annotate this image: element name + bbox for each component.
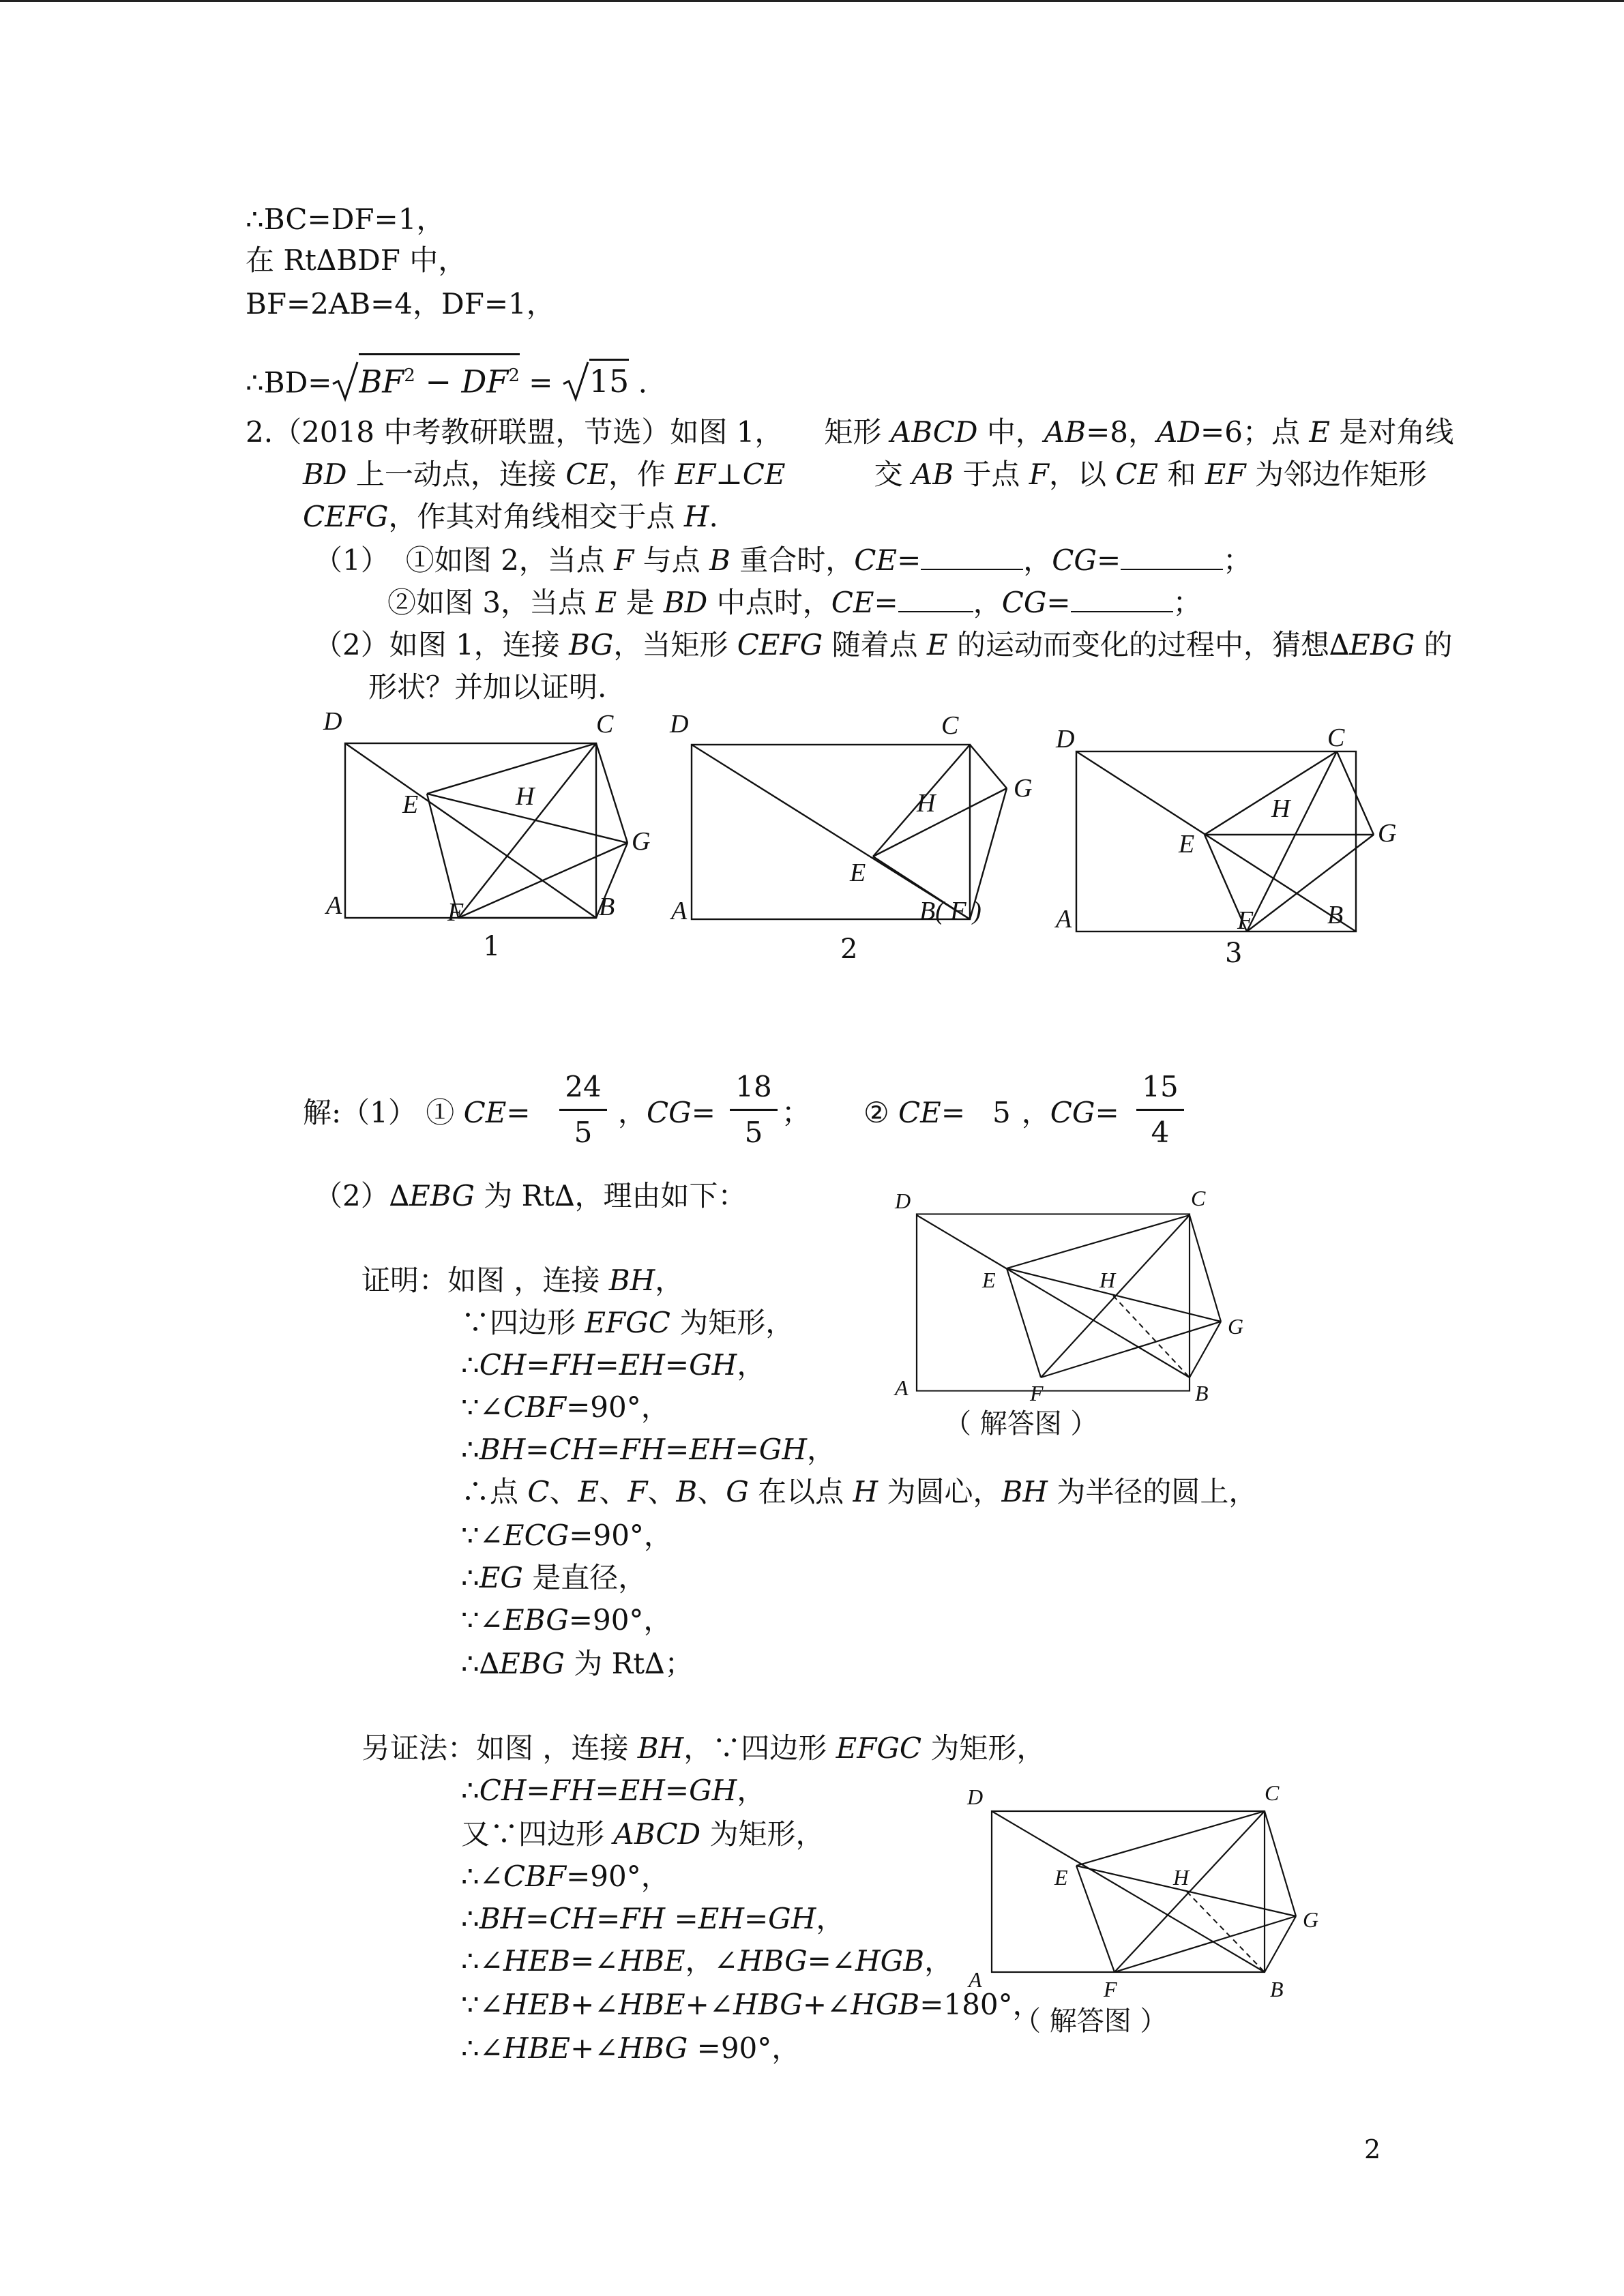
q2-part2-cont: 形状？并加以证明. — [368, 670, 607, 704]
label-D: D — [670, 710, 689, 739]
proof-line8: ∴EG 是直径， — [461, 1561, 647, 1594]
label-H: H — [1099, 1268, 1116, 1292]
label-H: H — [1271, 794, 1290, 823]
answer-figure-2 — [962, 1773, 1330, 2008]
alt-proof-line3: 又∵四边形 ABCD 为矩形， — [461, 1817, 825, 1851]
label-E: E — [850, 859, 866, 887]
fraction-ce: 24 5 — [559, 1071, 607, 1149]
line-rt-bdf: 在 Rt∆BDF 中， — [246, 243, 467, 277]
solution-part1: 解:（1） ① CE= — [303, 1096, 531, 1129]
label-C: C — [1191, 1186, 1206, 1210]
answer-figure-1-diagram — [887, 1180, 1269, 1405]
q2-part1-1: （1） ①如图 2，当点 F 与点 B 重合时，CE= ，CG= ； — [314, 543, 1252, 577]
sqrt-expression: $BF^2 - DF^2$ — [331, 353, 519, 402]
label-A: A — [326, 891, 342, 920]
answer-blank[interactable] — [921, 547, 1023, 570]
label-H: H — [917, 789, 936, 818]
label-G: G — [632, 827, 651, 856]
solution-cg1: ，CG= — [618, 1096, 715, 1129]
alt-proof-line6: ∴∠HEB=∠HBE，∠HBG=∠HGB， — [461, 1944, 954, 1978]
q2-part2: （2）如图 1，连接 BG，当矩形 CEFG 随着点 E 的运动而变化的过程中，猜想∆EBG 的 — [314, 628, 1453, 661]
proof-line7: ∵∠ECG=90°， — [461, 1519, 673, 1552]
solution-part1-2: ② CE= 5 ，CG= — [863, 1096, 1119, 1129]
line-bf-df: BF=2AB=4，DF=1， — [246, 287, 555, 320]
label-G: G — [1014, 774, 1033, 803]
label-G: G — [1303, 1907, 1319, 1932]
proof-line5: ∴BH=CH=FH=EH=GH， — [461, 1433, 836, 1466]
figure-2 — [666, 709, 1048, 937]
page-number: 2 — [1364, 2134, 1381, 2164]
label-D: D — [895, 1189, 911, 1213]
answer-figure-1-caption: （ 解答图 ） — [944, 1408, 1098, 1440]
label-D: D — [967, 1785, 984, 1809]
label-D: D — [323, 707, 342, 736]
label-F: F — [1030, 1381, 1044, 1405]
radical-sign-icon — [562, 361, 589, 402]
label-C: C — [1327, 724, 1345, 752]
label-E: E — [402, 790, 419, 819]
label-C: C — [941, 711, 959, 740]
alt-proof-line4: ∴∠CBF=90°， — [461, 1860, 670, 1893]
q2-line2: BD 上一动点，连接 CE，作 EF⊥CE 交 AB 于点 F，以 CE 和 EF 为邻边作矩形 — [303, 458, 1427, 491]
figure-2-diagram — [666, 709, 1048, 934]
label-E: E — [1179, 830, 1195, 859]
alt-proof-line5: ∴BH=CH=FH =EH=GH， — [461, 1902, 845, 1935]
radical-sign-icon — [331, 361, 359, 402]
alt-proof-line2: ∴CH=FH=EH=GH， — [461, 1774, 766, 1807]
label-F: F — [1104, 1977, 1117, 2001]
label-BF: B( F ) — [919, 897, 981, 925]
answer-blank[interactable] — [898, 589, 973, 612]
answer-figure-2-caption: （ 解答图 ） — [1014, 2006, 1168, 2037]
alt-proof-line1: 另证法：如图 ，连接 BH，∵四边形 EFGC 为矩形， — [361, 1731, 1046, 1765]
label-A: A — [1056, 905, 1072, 934]
label-F: F — [447, 898, 464, 927]
figure-2-caption: 2 — [840, 934, 858, 965]
alt-proof-line7: ∵∠HEB+∠HBE+∠HBG+∠HGB=180°， — [461, 1988, 1042, 2021]
proof-line9: ∵∠EBG=90°， — [461, 1603, 673, 1637]
line-bc-df: ∴BC=DF=1， — [246, 203, 445, 236]
label-A: A — [671, 897, 688, 925]
alt-proof-line8: ∴∠HBE+∠HBG =90°， — [461, 2031, 801, 2065]
label-C: C — [596, 710, 614, 739]
proof-line4: ∵∠CBF=90°， — [461, 1390, 670, 1424]
label-H: H — [516, 782, 535, 811]
fraction-cg: 18 5 — [730, 1071, 778, 1149]
answer-blank[interactable] — [1071, 589, 1173, 612]
answer-figure-1 — [887, 1180, 1269, 1405]
label-E: E — [1054, 1865, 1068, 1890]
label-B: B — [1327, 901, 1344, 929]
solution-semicolon: ； — [782, 1096, 811, 1129]
solution-part2: （2）∆EBG 为 Rt∆，理由如下： — [314, 1179, 747, 1212]
answer-figure-2-diagram — [962, 1773, 1330, 2005]
figure-1 — [321, 709, 675, 930]
proof-line10: ∴∆EBG 为 Rt∆； — [461, 1647, 694, 1680]
label-F: F — [1237, 906, 1254, 935]
top-border — [0, 0, 1624, 2]
q2-line1: 2.（2018 中考教研联盟，节选）如图 1， 矩形 ABCD 中，AB=8，AD=6；点 E 是对角线 — [246, 415, 1454, 449]
label-H: H — [1173, 1865, 1190, 1890]
figure-1-diagram — [321, 709, 675, 927]
proof-line3: ∴CH=FH=EH=GH， — [461, 1348, 766, 1382]
q2-part1-2: ②如图 3，当点 E 是 BD 中点时，CE= ，CG= ； — [387, 586, 1202, 619]
label-C: C — [1265, 1780, 1280, 1805]
label-A: A — [969, 1967, 982, 1992]
answer-blank[interactable] — [1121, 547, 1223, 570]
label-G: G — [1228, 1314, 1244, 1339]
label-E: E — [982, 1268, 996, 1292]
figure-1-caption: 1 — [483, 931, 501, 962]
proof-line6: ∴点 C、E、F、B、G 在以点 H 为圆心，BH 为半径的圆上， — [461, 1475, 1258, 1508]
proof-line2: ∵四边形 EFGC 为矩形， — [461, 1306, 795, 1339]
label-G: G — [1378, 819, 1397, 848]
label-B: B — [1270, 1977, 1284, 2001]
label-B: B — [599, 893, 615, 921]
figure-3-caption: 3 — [1225, 938, 1243, 969]
label-D: D — [1056, 725, 1075, 754]
label-A: A — [895, 1375, 909, 1400]
fraction-cg2: 15 4 — [1136, 1071, 1184, 1149]
line-bd-sqrt: ∴BD= $BF^2 - DF^2 = 15$ . — [246, 353, 647, 402]
label-B: B — [1195, 1381, 1209, 1405]
proof-line1: 证明：如图 ，连接 BH， — [361, 1264, 684, 1297]
figure-3-diagram — [1049, 716, 1417, 941]
q2-line3: CEFG，作其对角线相交于点 H. — [303, 500, 718, 533]
figure-3 — [1049, 716, 1417, 944]
